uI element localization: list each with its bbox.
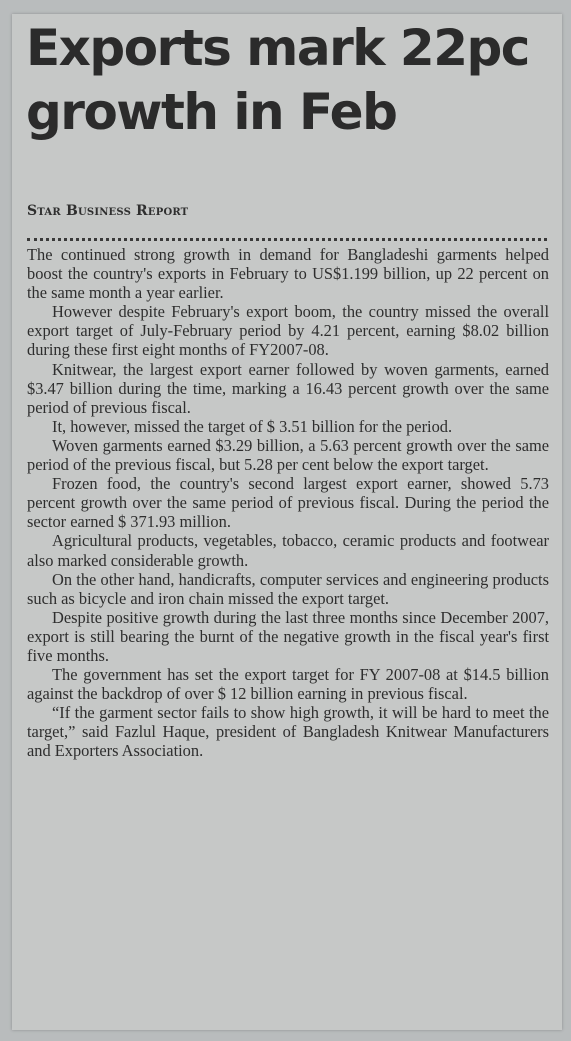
paragraph: Frozen food, the country's second largest export earner, showed 5.73 percent growth over the same period of previous fiscal. During the period the sector earned $ 371.93 million. [27,474,549,532]
headline [26,16,556,144]
headline-line: Exports mark 22pc [26,19,529,77]
paragraph: The government has set the export target for FY 2007-08 at $14.5 billion against the backdrop of over $ 12 billion earning in previous fiscal. [27,665,549,704]
paragraph: “If the garment sector fails to show high growth, it will be hard to meet the target,” said Fazlul Haque, president of Bangladesh Knitwear Manufacturers and Exporters Association. [27,703,549,761]
article-body [27,245,549,761]
paragraph: The continued strong growth in demand for Bangladeshi garments helped boost the country's exports in February to US$1.199 billion, up 22 percent on the same month a year earlier. [27,245,549,303]
headline-line: growth in Feb [26,83,397,141]
paragraph: Knitwear, the largest export earner followed by woven garments, earned $3.47 billion during the time, marking a 16.43 percent growth over the same period of previous fiscal. [27,359,549,417]
byline: Star Business Report [27,203,189,219]
paragraph: It, however, missed the target of $ 3.51 billion for the period. [52,416,453,436]
paragraph: Agricultural products, vegetables, tobacco, ceramic products and footwear also marked considerable growth. [27,531,549,570]
newspaper-clipping [12,14,562,1030]
paragraph: Woven garments earned $3.29 billion, a 5.63 percent growth over the same period of the previous fiscal, but 5.28 per cent below the export target. [27,435,549,475]
dotted-divider [27,238,547,241]
paragraph: On the other hand, handicrafts, computer services and engineering products such as bicycle and iron chain missed the export target. [27,569,549,608]
paragraph: Despite positive growth during the last three months since December 2007, export is still bearing the burnt of the negative growth in the fiscal year's first five months. [27,607,549,665]
paragraph: However despite February's export boom, the country missed the overall export target of July-February period by 4.21 percent, earning $8.02 billion during these first eight months of FY2007-08. [27,302,549,360]
